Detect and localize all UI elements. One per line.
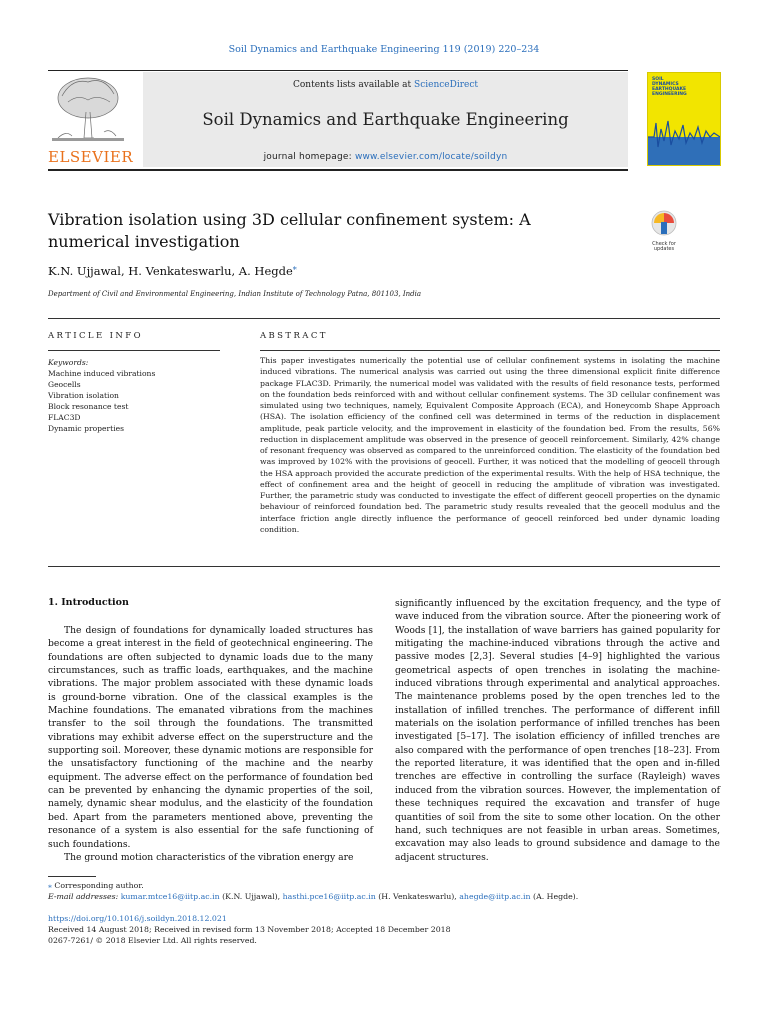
footnote-rule — [48, 876, 96, 877]
journal-reference[interactable]: Soil Dynamics and Earthquake Engineering 119 (2019) 220–234 — [228, 44, 540, 55]
corresponding-author-mark[interactable]: ⁎ — [292, 263, 297, 272]
contents-prefix: Contents lists available at — [293, 80, 415, 90]
keyword-item: FLAC3D — [48, 413, 81, 422]
intro-paragraph: significantly influenced by the excitation frequency, and the type of wave induced from the vibration source. After the pioneering work of Woods [1], the installation of wave barriers has gained popularity for mitigating the machine-induced vibrations through the active and passive modes [2,3]. Several studies [4–9] highlighted the various geometrical aspects of open trenches in isolating the machine-induced vibrations through experimental and analytical approaches. The maintenance problems posed by the open trenches led to the installation of infilled trenches. The performance of different infill materials on the isolation performance of infilled trenches has been investigated [5–17]. The isolation efficiency of infilled trenches are also compared with the performance of open trenches [18–23]. From the reported literature, it was identified that the open and in-filled trenches are effective in controlling the surface (Rayleigh) waves induced from the vibration sources. However, the implementation of these techniques required the excavation and transfer of huge quantities of soil from the site to some other location. On the other hand, such techniques are not feasible in urban areas. Sometimes, excavation may also leads to ground subsidence and damage to the adjacent structures. — [395, 598, 720, 863]
cover-title: SOIL DYNAMICS EARTHQUAKE ENGINEERING — [652, 77, 687, 97]
cover-seismogram-graphic — [648, 117, 720, 165]
email-label: E-mail addresses: — [48, 892, 119, 901]
doi-link[interactable]: https://doi.org/10.1016/j.soildyn.2018.12.021 — [48, 914, 227, 923]
authors-text: K.N. Ujjawal, H. Venkateswarlu, A. Hegde — [48, 263, 293, 278]
homepage-prefix: journal homepage: — [263, 152, 355, 162]
section-heading-introduction: 1. Introduction — [48, 597, 129, 608]
crossmark-label: Check for updates — [652, 241, 676, 252]
author-list — [48, 263, 297, 278]
email-owner: (H. Venkateswarlu), — [378, 892, 457, 901]
homepage-link[interactable]: www.elsevier.com/locate/soildyn — [354, 152, 508, 162]
email-link[interactable]: kumar.mtce16@iitp.ac.in — [120, 892, 220, 901]
email-addresses — [48, 891, 728, 902]
journal-name: Soil Dynamics and Earthquake Engineering — [202, 110, 569, 129]
copyright: 0267-7261/ © 2018 Elsevier Ltd. All rights reserved. — [48, 936, 257, 945]
header-bottom-rule — [48, 169, 628, 171]
abstract-bottom-rule — [48, 566, 720, 567]
journal-homepage — [143, 152, 628, 162]
corresponding-text: Corresponding author. — [54, 881, 144, 890]
keyword-item: Block resonance test — [48, 402, 129, 411]
intro-right-column — [395, 597, 720, 864]
crossmark-badge[interactable] — [648, 210, 680, 250]
intro-paragraph: The design of foundations for dynamically loaded structures has become a great interest in the field of geotechnical engineering. The foundations are often subjected to dynamic loads due to the many circumstances, such as traffic loads, earthquakes, and the machine vibrations. The major problem associated with these dynamic loads is ground-borne vibration. One of the classical examples is the Machine foundations. The emanated vibrations from the machines transfer to the soil through the foundations. The transmitted vibrations may exhibit adverse effect on the superstructure and the supporting soil. Moreover, these dynamic motions are responsible for the unsatisfactory functioning of the machine and the nearby equipment. The adverse effect on the performance of foundation bed can be prevented by enhancing the dynamic properties of the soil, namely, dynamic shear modulus, and the elasticity of the foundation bed. Apart from the parameters mentioned above, preventing the resonance of a system is also essential for the safe functioning of such foundations. — [48, 625, 373, 850]
front-matter-rule — [48, 318, 720, 319]
abstract-label: ABSTRACT — [260, 331, 328, 341]
sciencedirect-link[interactable]: ScienceDirect — [414, 80, 478, 90]
article-title: Vibration isolation using 3D cellular confinement system: A numerical investigation — [48, 210, 531, 251]
keyword-item: Dynamic properties — [48, 424, 125, 433]
email-owner: (K.N. Ujjawal), — [222, 892, 281, 901]
keyword-item: Geocells — [48, 380, 81, 389]
keywords-heading: Keywords: — [48, 358, 89, 367]
received-dates: Received 14 August 2018; Received in revised form 13 November 2018; Accepted 18 December 2018 — [48, 925, 451, 934]
email-link[interactable]: hasthi.pce16@iitp.ac.in — [282, 892, 376, 901]
abstract-rule — [260, 350, 720, 351]
article-info-rule — [48, 350, 220, 351]
footnotes — [48, 880, 728, 902]
keyword-item: Vibration isolation — [48, 391, 119, 400]
email-link[interactable]: ahegde@iitp.ac.in — [459, 892, 531, 901]
footnote-star: ⁎ — [48, 881, 52, 890]
keyword-item: Machine induced vibrations — [48, 369, 156, 378]
keywords-block — [48, 357, 155, 434]
contents-line — [143, 80, 628, 90]
email-owner: (A. Hegde). — [533, 892, 579, 901]
journal-cover-thumbnail[interactable] — [647, 72, 721, 166]
header-top-rule — [48, 70, 628, 71]
abstract-text: This paper investigates numerically the potential use of cellular confinement systems in isolating the machine induced vibrations. The numerical analysis was carried out using the three dimensional explicit finite difference package FLAC3D. Primarily, the numerical model was validated with the results of field resonance tests, performed on the foundation beds reinforced with and without cellular confinement systems. The 3D cellular confinement was simulated using two techniques, namely, Equivalent Composite Approach (ECA), and Honeycomb Shape Approach (HSA). The isolation efficiency of the confined cell was determined in terms of the reduction in displacement amplitude, peak particle velocity, and the improvement in elasticity of the foundation bed. From the results, 56% reduction in displacement amplitude was observed in the presence of geocell reinforcement. Similarly, 42% change of resonant frequency was observed as compared to the unreinforced condition. The elasticity of the foundation bed was improved by 102% with the provisions of geocell. Further, it was noticed that the modelling of geocell through the HSA approach provided the accurate prediction of the experimental results. With the help of HSA technique, the effect of confinement area and the height of geocell in reducing the amplitude of vibration was investigated. Further, the parametric study was conducted to investigate the effect of different geocell properties on the dynamic behaviour of reinforced foundation bed. The parametric study results revealed that the geocell modulus and the interface friction angle directly influence the performance of geocell reinforced bed under dynamic loading condition. — [260, 356, 720, 534]
intro-paragraph: The ground motion characteristics of the vibration energy are — [64, 851, 354, 863]
publication-info — [48, 913, 728, 946]
affiliation: Department of Civil and Environmental Engineering, Indian Institute of Technology Patna, 801103, India — [48, 290, 422, 298]
elsevier-wordmark: ELSEVIER — [48, 148, 134, 166]
article-info-label: ARTICLE INFO — [48, 331, 143, 341]
corresponding-author-note — [48, 880, 728, 891]
intro-left-column — [48, 624, 373, 864]
